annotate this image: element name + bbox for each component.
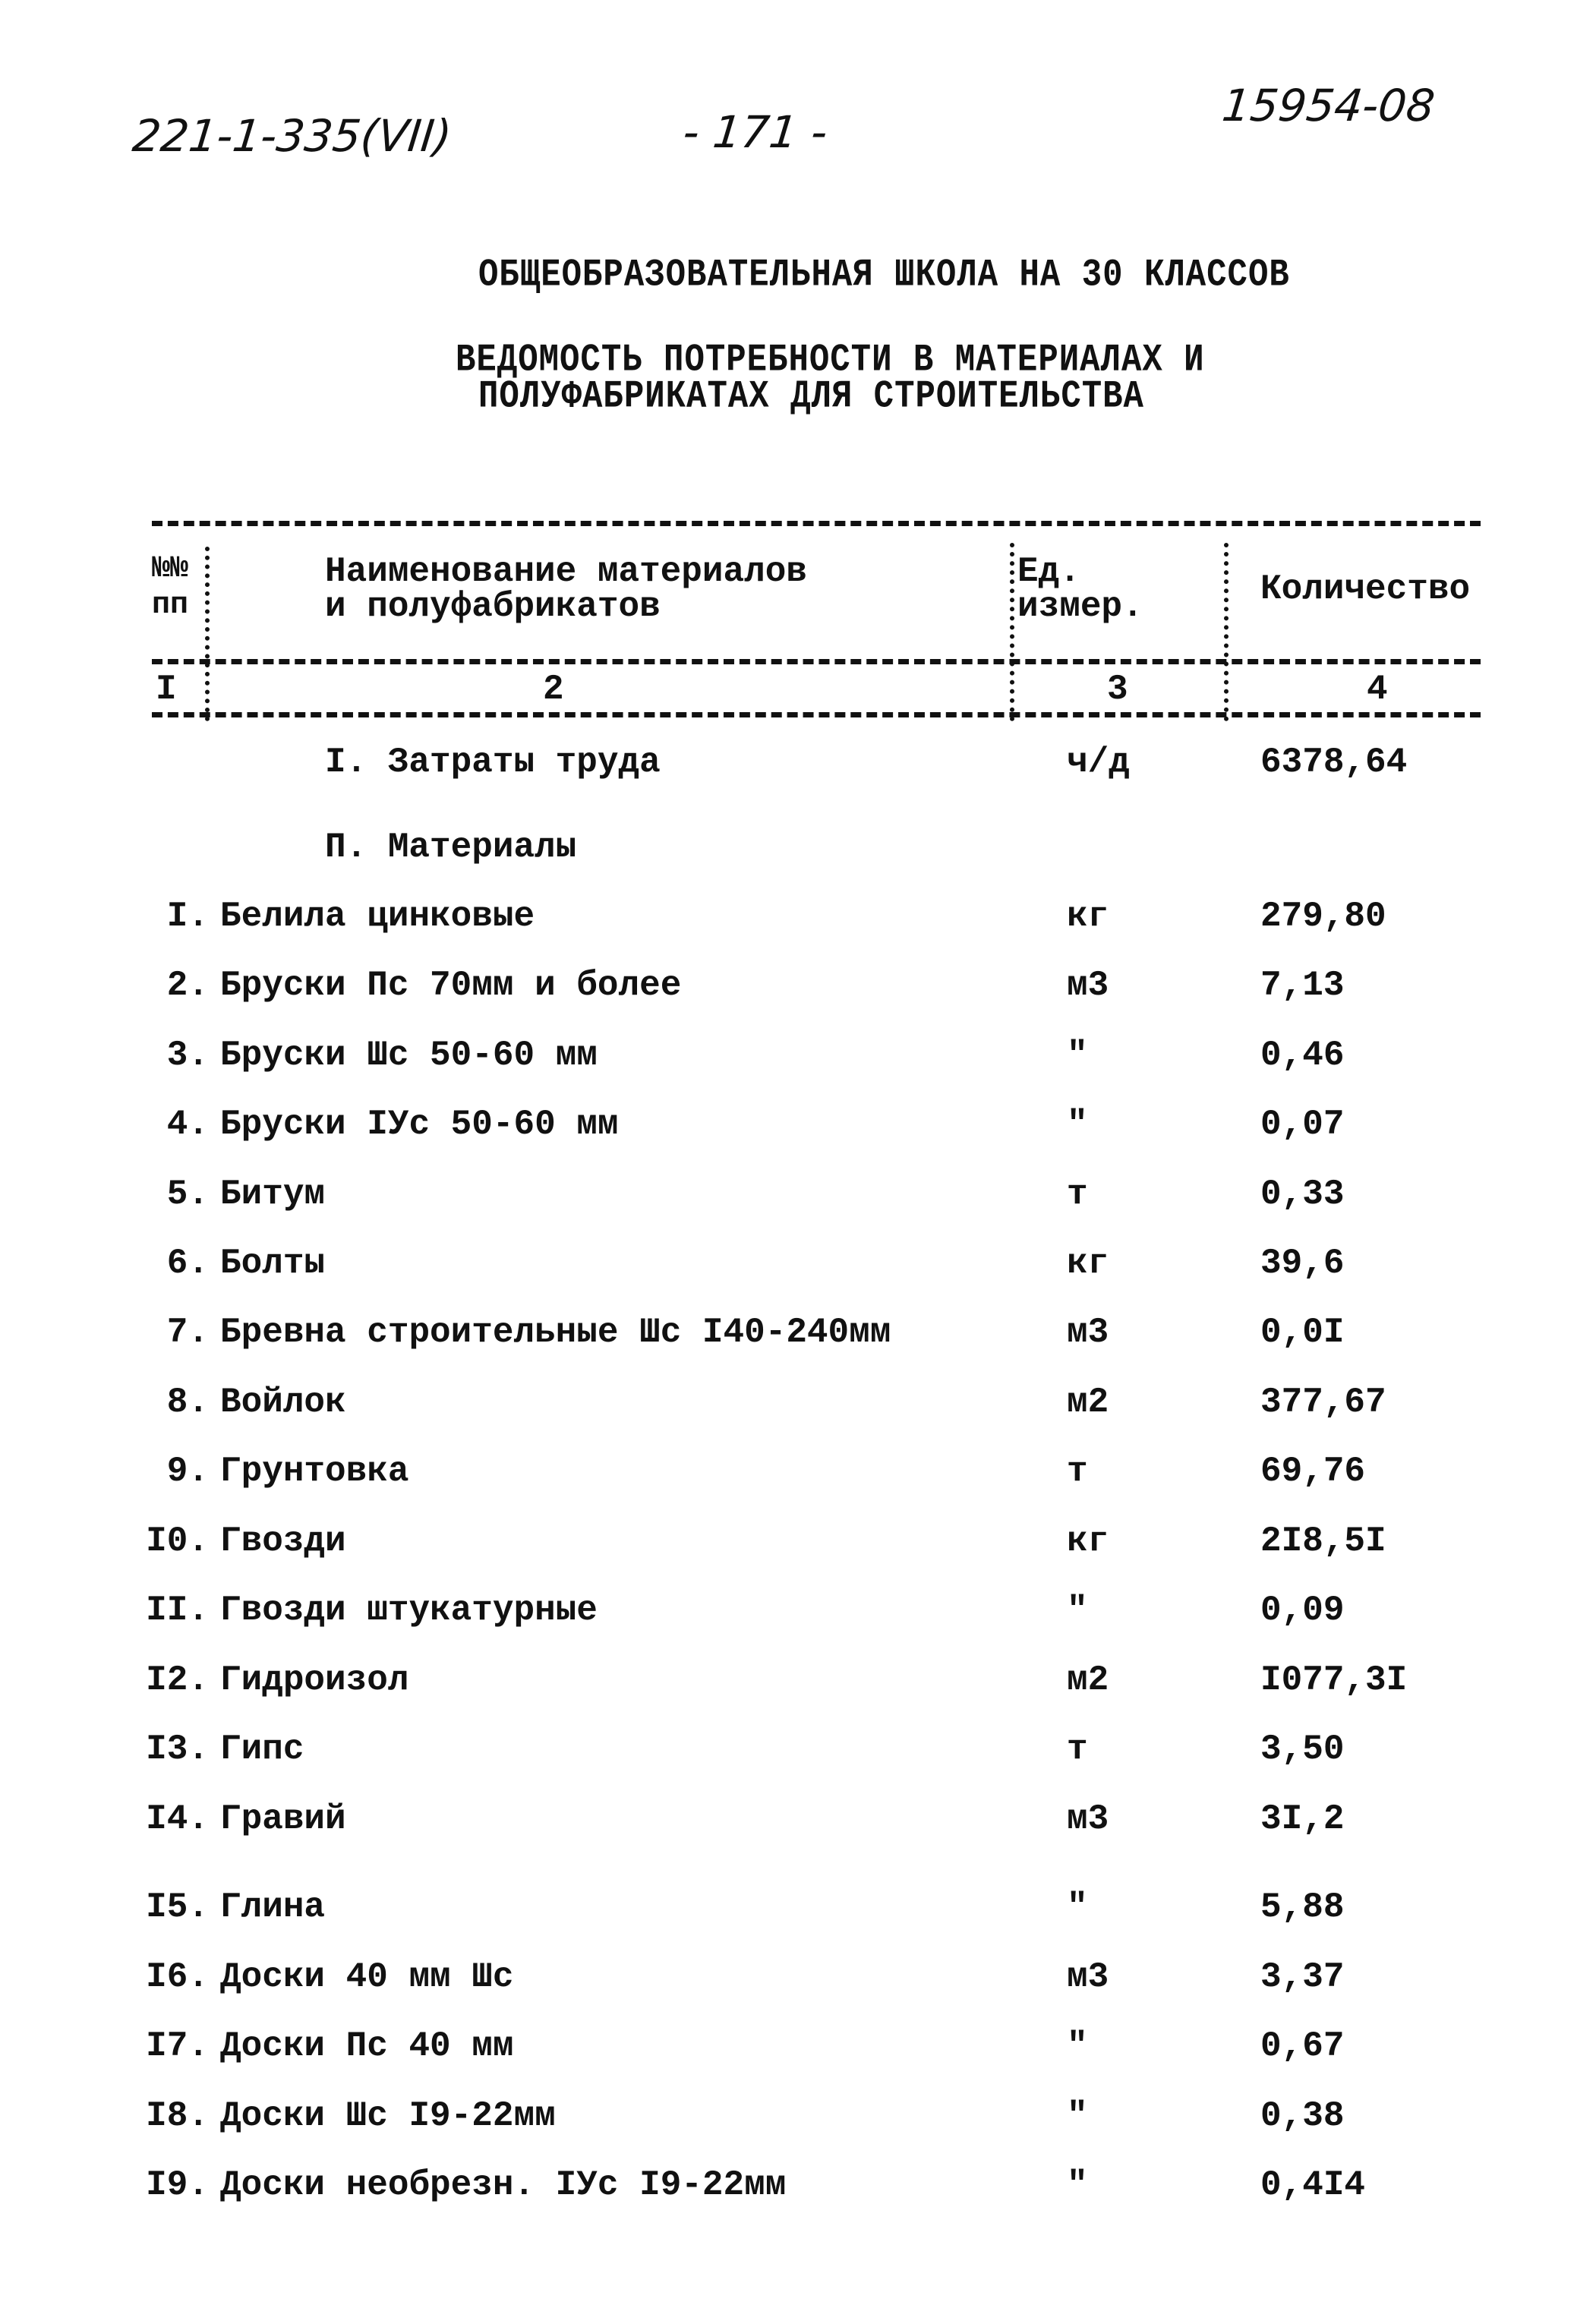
section-labor-qty: 6378,64 [1260,743,1408,782]
quantity: 3I,2 [1260,1799,1345,1839]
material-name: Битум [220,1175,326,1214]
unit: м2 [1067,1660,1109,1700]
unit: " [1067,1105,1088,1144]
material-name: Гвозди [220,1521,346,1561]
unit: м2 [1067,1383,1109,1422]
material-name: Доски необрезн. IУс I9-22мм [220,2165,787,2205]
handwritten-inventory-number: 15954-08 [1219,80,1437,131]
unit: т [1067,1730,1088,1769]
material-name: Грунтовка [220,1452,409,1491]
quantity: 0,0I [1260,1313,1345,1352]
section-labor-label: I. Затраты труда [325,743,661,782]
material-name: Бруски Пс 70мм и более [220,966,682,1005]
row-number: I3. [146,1730,209,1769]
table-body-divider [152,712,1481,717]
table-header-divider [152,659,1481,664]
quantity: I077,3I [1260,1660,1408,1700]
column-number-2: 2 [543,670,564,709]
quantity: 39,6 [1260,1244,1345,1283]
quantity: 3,37 [1260,1957,1345,1997]
material-name: Войлок [220,1383,346,1422]
quantity: 0,67 [1260,2026,1345,2066]
row-number: 9. [166,1452,209,1491]
material-name: Доски 40 мм Шс [220,1957,514,1997]
row-number: 7. [166,1313,209,1352]
row-number: 6. [166,1244,209,1283]
quantity: 0,38 [1260,2096,1345,2136]
column-number-3: 3 [1107,670,1128,709]
col-name-header-line1: Наименование материалов [325,552,807,591]
handwritten-page-number: - 171 - [680,106,831,158]
material-name: Глина [220,1887,326,1927]
quantity: 0,46 [1260,1036,1345,1075]
table-top-divider [152,521,1481,526]
row-number: II. [146,1591,209,1630]
unit: т [1067,1452,1088,1491]
quantity: 7,13 [1260,966,1345,1005]
quantity: 0,33 [1260,1175,1345,1214]
quantity: 279,80 [1260,897,1386,936]
unit: " [1067,2165,1088,2205]
row-number: 5. [166,1175,209,1214]
quantity: 5,88 [1260,1887,1345,1927]
material-name: Гравий [220,1799,346,1839]
unit: м3 [1067,966,1109,1005]
row-number: 8. [166,1383,209,1422]
col-unit-header-line1: Ед. [1017,552,1080,591]
section-labor-unit: ч/д [1067,743,1130,782]
row-number: I4. [146,1799,209,1839]
row-number: I8. [146,2096,209,2136]
document-subtitle-line1: ВЕДОМОСТЬ ПОТРЕБНОСТИ В МАТЕРИАЛАХ И [456,339,1205,383]
unit: т [1067,1175,1088,1214]
column-separator [1010,543,1014,721]
document-subtitle-line2: ПОЛУФАБРИКАТАХ ДЛЯ СТРОИТЕЛЬСТВА [478,375,1144,419]
row-number: 3. [166,1036,209,1075]
row-number: I5. [146,1887,209,1927]
column-separator [205,547,210,721]
row-number: I2. [146,1660,209,1700]
material-name: Гвозди штукатурные [220,1591,598,1630]
row-number: I9. [146,2165,209,2205]
unit: кг [1067,897,1109,936]
material-name: Гипс [220,1730,304,1769]
col-unit-header-line2: измер. [1017,587,1143,626]
row-number: I. [166,897,209,936]
unit: м3 [1067,1799,1109,1839]
column-number-1: I [156,670,177,709]
col-name-header-line2: и полуфабрикатов [325,587,661,626]
column-separator [1224,543,1229,721]
unit: кг [1067,1244,1109,1283]
unit: кг [1067,1521,1109,1561]
quantity: 0,4I4 [1260,2165,1366,2205]
material-name: Белила цинковые [220,897,535,936]
unit: " [1067,1887,1088,1927]
handwritten-doc-code: 221-1-335(VII) [130,110,454,162]
row-number: I0. [146,1521,209,1561]
col-qty-header: Количество [1260,569,1471,609]
unit: м3 [1067,1957,1109,1997]
material-name: Гидроизол [220,1660,409,1700]
unit: " [1067,1036,1088,1075]
material-name: Доски Пс 40 мм [220,2026,514,2066]
material-name: Бруски IУс 50-60 мм [220,1105,619,1144]
quantity: 3,50 [1260,1730,1345,1769]
quantity: 0,07 [1260,1105,1345,1144]
col-num-header-line1: №№ [152,552,189,586]
document-title: ОБЩЕОБРАЗОВАТЕЛЬНАЯ ШКОЛА НА 30 КЛАССОВ [478,254,1290,298]
material-name: Доски Шс I9-22мм [220,2096,556,2136]
quantity: 377,67 [1260,1383,1386,1422]
row-number: 2. [166,966,209,1005]
column-number-4: 4 [1367,670,1388,709]
material-name: Бруски Шс 50-60 мм [220,1036,598,1075]
material-name: Бревна строительные Шс I40-240мм [220,1313,891,1352]
col-num-header-line2: пп [152,588,189,623]
row-number: 4. [166,1105,209,1144]
material-name: Болты [220,1244,326,1283]
unit: " [1067,1591,1088,1630]
unit: м3 [1067,1313,1109,1352]
row-number: I7. [146,2026,209,2066]
unit: " [1067,2026,1088,2066]
quantity: 69,76 [1260,1452,1366,1491]
quantity: 0,09 [1260,1591,1345,1630]
quantity: 2I8,5I [1260,1521,1386,1561]
section-materials-label: П. Материалы [325,828,577,867]
row-number: I6. [146,1957,209,1997]
unit: " [1067,2096,1088,2136]
